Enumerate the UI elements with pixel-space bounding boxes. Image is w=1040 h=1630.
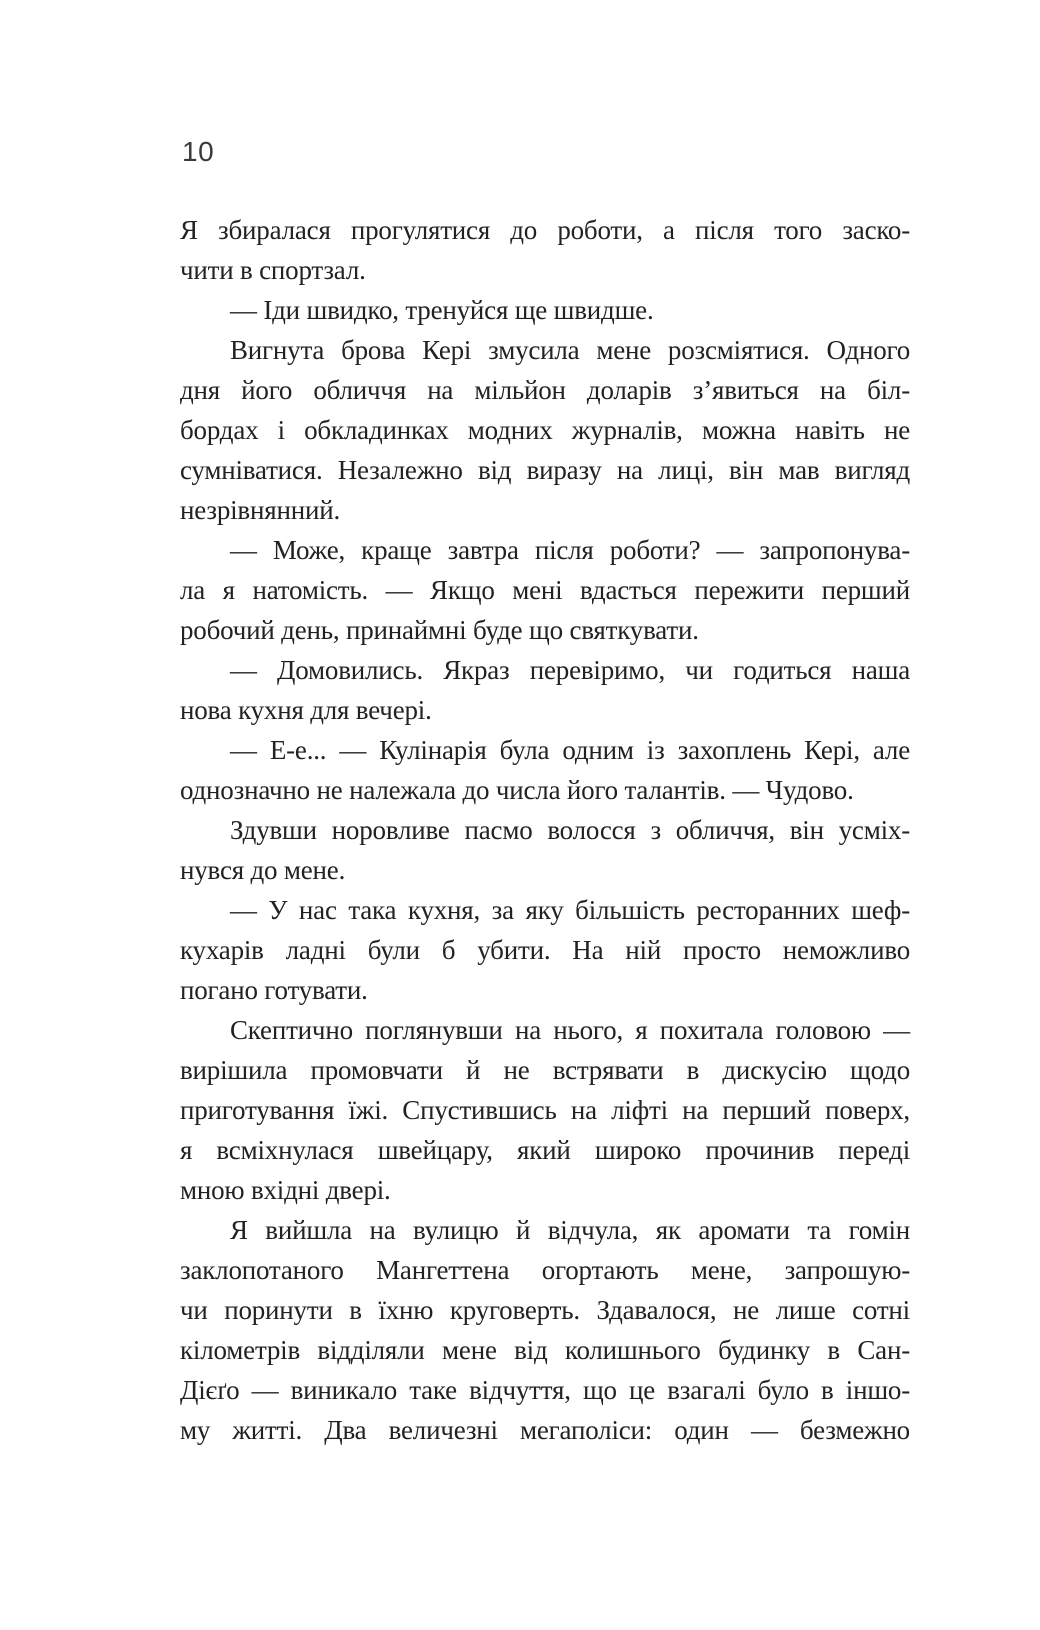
text-line: — Іди швидко, тренуйся ще швидше. (230, 295, 654, 325)
paragraph (180, 530, 910, 650)
body-text (180, 210, 910, 1450)
text-line: кухарів ладні були б убити. На ній просто неможливо (180, 935, 910, 965)
text-line: нувся до мене. (180, 855, 346, 885)
text-line: чити в спортзал. (180, 255, 366, 285)
paragraph (180, 210, 910, 290)
paragraph (180, 730, 910, 810)
paragraph (180, 330, 910, 530)
text-line: Я вийшла на вулицю й відчула, як аромати та гомін (230, 1215, 910, 1245)
text-line: ла я натомість. — Якщо мені вдасться пережити перший (180, 575, 910, 605)
text-line: робочий день, принаймні буде що святкувати. (180, 615, 699, 645)
text-line: приготування їжі. Спустившись на ліфті на перший поверх, (180, 1095, 910, 1125)
text-line: мною вхідні двері. (180, 1175, 391, 1205)
paragraph (180, 1210, 910, 1450)
text-line: погано готувати. (180, 975, 368, 1005)
paragraph (180, 650, 910, 730)
text-line: однозначно не належала до числа його талантів. — Чудово. (180, 775, 854, 805)
text-line: Дієґо — виникало таке відчуття, що це взагалі було в іншо- (180, 1375, 910, 1405)
text-line: нова кухня для вечері. (180, 695, 432, 725)
text-line: — У нас така кухня, за яку більшість ресторанних шеф- (230, 895, 910, 925)
text-line: — Домовились. Якраз перевіримо, чи годиться наша (230, 655, 910, 685)
text-line: незрівнянний. (180, 495, 340, 525)
text-line: чи поринути в їхню круговерть. Здавалося, не лише сотні (180, 1295, 910, 1325)
paragraph (180, 810, 910, 890)
paragraph (180, 290, 910, 330)
text-line: Вигнута брова Кері змусила мене розсміятися. Одного (230, 335, 910, 365)
text-line: бордах і обкладинках модних журналів, можна навіть не (180, 415, 910, 445)
text-line: заклопотаного Мангеттена огортають мене, запрошую- (180, 1255, 910, 1285)
text-line: Здувши норовливе пасмо волосся з обличчя, він усміх- (230, 815, 910, 845)
page-number: 10 (182, 136, 215, 167)
text-line: — Е-е... — Кулінарія була одним із захоплень Кері, але (230, 735, 910, 765)
paragraph (180, 890, 910, 1010)
text-line: сумніватися. Незалежно від виразу на лиці, він мав вигляд (180, 455, 910, 485)
text-line: Я збиралася прогулятися до роботи, а після того заско- (180, 215, 910, 245)
text-line: кілометрів відділяли мене від колишнього будинку в Сан- (180, 1335, 910, 1365)
text-line: дня його обличчя на мільйон доларів з’явиться на біл- (180, 375, 910, 405)
text-line: я всміхнулася швейцару, який широко прочинив переді (180, 1135, 910, 1165)
text-line: Скептично поглянувши на нього, я похитала головою — (230, 1015, 910, 1045)
text-line: вирішила промовчати й не встрявати в дискусію щодо (180, 1055, 910, 1085)
paragraph (180, 1010, 910, 1210)
text-line: му житті. Два величезні мегаполіси: один — безмежно (180, 1415, 910, 1445)
text-line: — Може, краще завтра після роботи? — запропонува- (230, 535, 910, 565)
